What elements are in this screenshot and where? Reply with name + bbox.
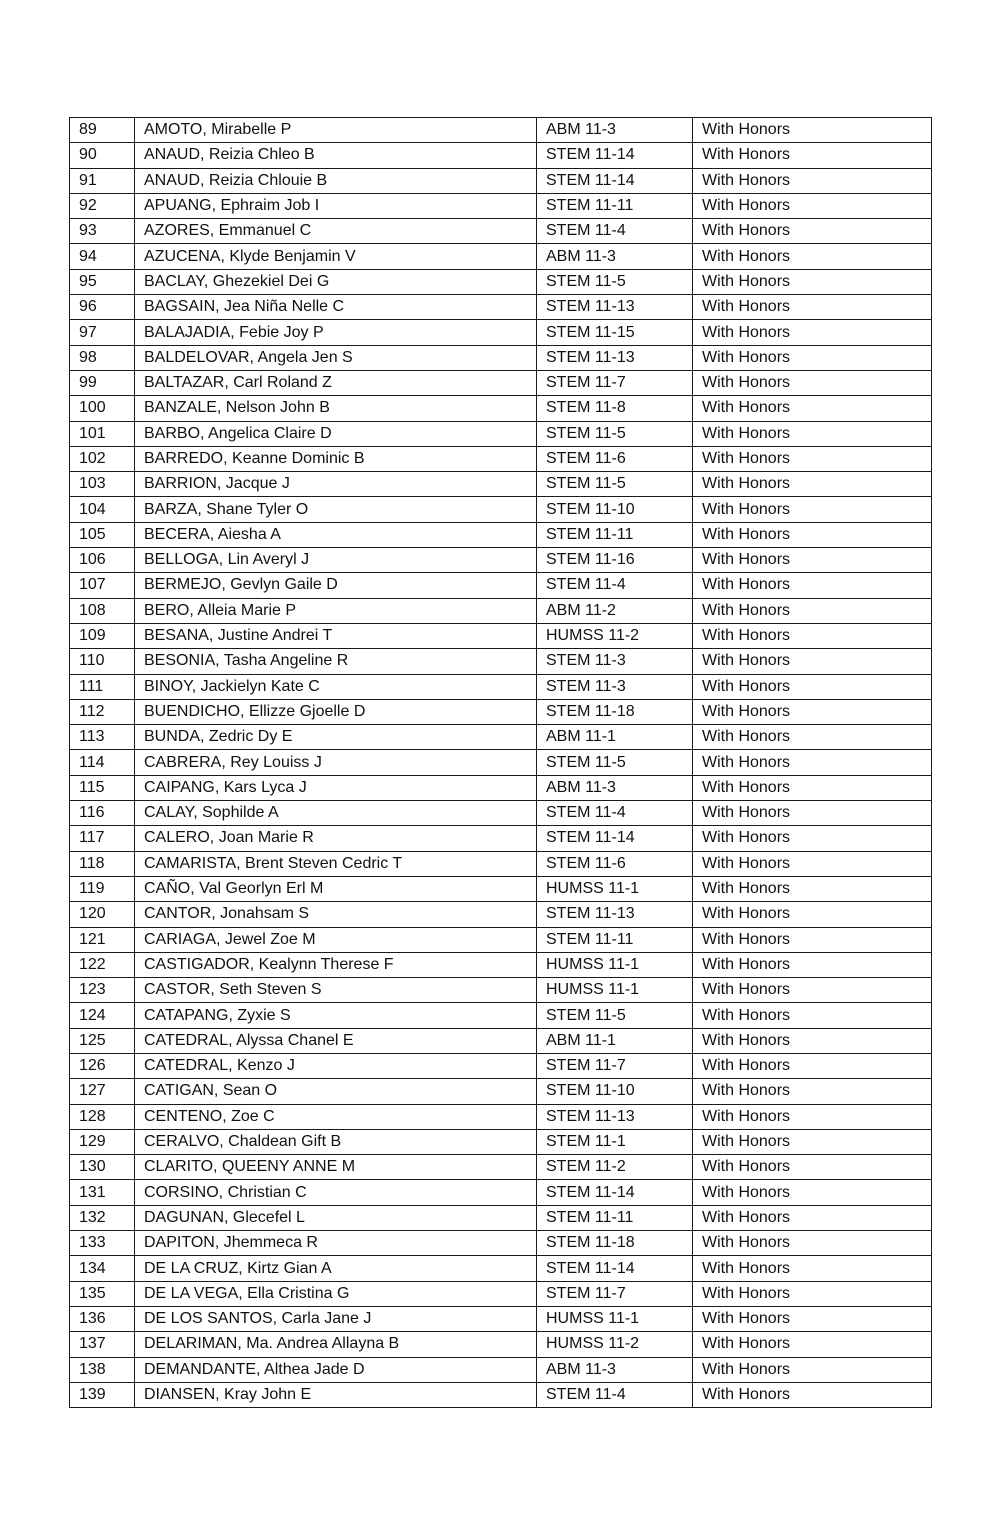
table-row bbox=[70, 1104, 932, 1129]
row-number-cell: 98 bbox=[70, 345, 135, 370]
section-cell: STEM 11-5 bbox=[537, 750, 693, 775]
section-cell: STEM 11-11 bbox=[537, 1205, 693, 1230]
row-number-cell: 94 bbox=[70, 244, 135, 269]
student-name-cell: DELARIMAN, Ma. Andrea Allayna B bbox=[135, 1332, 537, 1357]
table-row bbox=[70, 1306, 932, 1331]
award-cell: With Honors bbox=[693, 1231, 932, 1256]
section-cell: ABM 11-1 bbox=[537, 1028, 693, 1053]
student-name-cell: BELLOGA, Lin Averyl J bbox=[135, 548, 537, 573]
award-cell: With Honors bbox=[693, 396, 932, 421]
table-row bbox=[70, 269, 932, 294]
section-cell: STEM 11-14 bbox=[537, 1180, 693, 1205]
table-row bbox=[70, 522, 932, 547]
section-cell: STEM 11-15 bbox=[537, 320, 693, 345]
student-name-cell: CATIGAN, Sean O bbox=[135, 1079, 537, 1104]
table-row bbox=[70, 1180, 932, 1205]
section-cell: HUMSS 11-2 bbox=[537, 1332, 693, 1357]
award-cell: With Honors bbox=[693, 548, 932, 573]
award-cell: With Honors bbox=[693, 1003, 932, 1028]
section-cell: STEM 11-18 bbox=[537, 699, 693, 724]
row-number-cell: 134 bbox=[70, 1256, 135, 1281]
award-cell: With Honors bbox=[693, 1281, 932, 1306]
section-cell: ABM 11-3 bbox=[537, 775, 693, 800]
award-cell: With Honors bbox=[693, 674, 932, 699]
student-name-cell: DAGUNAN, Glecefel L bbox=[135, 1205, 537, 1230]
student-name-cell: CENTENO, Zoe C bbox=[135, 1104, 537, 1129]
award-cell: With Honors bbox=[693, 168, 932, 193]
section-cell: ABM 11-3 bbox=[537, 1357, 693, 1382]
table-row bbox=[70, 1003, 932, 1028]
award-cell: With Honors bbox=[693, 902, 932, 927]
row-number-cell: 90 bbox=[70, 143, 135, 168]
student-name-cell: CALAY, Sophilde A bbox=[135, 801, 537, 826]
row-number-cell: 122 bbox=[70, 952, 135, 977]
award-cell: With Honors bbox=[693, 472, 932, 497]
section-cell: STEM 11-4 bbox=[537, 1382, 693, 1407]
row-number-cell: 132 bbox=[70, 1205, 135, 1230]
award-cell: With Honors bbox=[693, 1357, 932, 1382]
row-number-cell: 97 bbox=[70, 320, 135, 345]
award-cell: With Honors bbox=[693, 725, 932, 750]
student-name-cell: CATEDRAL, Alyssa Chanel E bbox=[135, 1028, 537, 1053]
award-cell: With Honors bbox=[693, 1332, 932, 1357]
row-number-cell: 111 bbox=[70, 674, 135, 699]
table-row bbox=[70, 1028, 932, 1053]
award-cell: With Honors bbox=[693, 876, 932, 901]
table-row bbox=[70, 1357, 932, 1382]
table-row bbox=[70, 1382, 932, 1407]
student-name-cell: BARZA, Shane Tyler O bbox=[135, 497, 537, 522]
table-row bbox=[70, 345, 932, 370]
row-number-cell: 127 bbox=[70, 1079, 135, 1104]
table-row bbox=[70, 649, 932, 674]
award-cell: With Honors bbox=[693, 1129, 932, 1154]
student-name-cell: CALERO, Joan Marie R bbox=[135, 826, 537, 851]
table-row bbox=[70, 902, 932, 927]
row-number-cell: 108 bbox=[70, 598, 135, 623]
row-number-cell: 95 bbox=[70, 269, 135, 294]
award-cell: With Honors bbox=[693, 295, 932, 320]
table-row bbox=[70, 927, 932, 952]
section-cell: HUMSS 11-1 bbox=[537, 1306, 693, 1331]
row-number-cell: 96 bbox=[70, 295, 135, 320]
section-cell: HUMSS 11-1 bbox=[537, 978, 693, 1003]
section-cell: STEM 11-6 bbox=[537, 446, 693, 471]
section-cell: STEM 11-11 bbox=[537, 193, 693, 218]
section-cell: STEM 11-1 bbox=[537, 1129, 693, 1154]
row-number-cell: 133 bbox=[70, 1231, 135, 1256]
row-number-cell: 120 bbox=[70, 902, 135, 927]
section-cell: STEM 11-10 bbox=[537, 497, 693, 522]
row-number-cell: 93 bbox=[70, 219, 135, 244]
award-cell: With Honors bbox=[693, 1155, 932, 1180]
table-row bbox=[70, 244, 932, 269]
row-number-cell: 138 bbox=[70, 1357, 135, 1382]
table-row bbox=[70, 219, 932, 244]
award-cell: With Honors bbox=[693, 598, 932, 623]
table-row bbox=[70, 446, 932, 471]
section-cell: STEM 11-3 bbox=[537, 674, 693, 699]
award-cell: With Honors bbox=[693, 573, 932, 598]
table-row bbox=[70, 775, 932, 800]
table-row bbox=[70, 851, 932, 876]
student-name-cell: DAPITON, Jhemmeca R bbox=[135, 1231, 537, 1256]
section-cell: HUMSS 11-1 bbox=[537, 952, 693, 977]
table-row bbox=[70, 143, 932, 168]
table-row bbox=[70, 699, 932, 724]
student-name-cell: BARREDO, Keanne Dominic B bbox=[135, 446, 537, 471]
student-name-cell: AZORES, Emmanuel C bbox=[135, 219, 537, 244]
section-cell: STEM 11-4 bbox=[537, 573, 693, 598]
student-name-cell: BERO, Alleia Marie P bbox=[135, 598, 537, 623]
section-cell: ABM 11-1 bbox=[537, 725, 693, 750]
row-number-cell: 102 bbox=[70, 446, 135, 471]
table-row bbox=[70, 876, 932, 901]
table-row bbox=[70, 320, 932, 345]
award-cell: With Honors bbox=[693, 927, 932, 952]
row-number-cell: 100 bbox=[70, 396, 135, 421]
section-cell: STEM 11-16 bbox=[537, 548, 693, 573]
section-cell: STEM 11-6 bbox=[537, 851, 693, 876]
student-name-cell: CABRERA, Rey Louiss J bbox=[135, 750, 537, 775]
row-number-cell: 119 bbox=[70, 876, 135, 901]
student-name-cell: DE LOS SANTOS, Carla Jane J bbox=[135, 1306, 537, 1331]
award-cell: With Honors bbox=[693, 1306, 932, 1331]
student-name-cell: ANAUD, Reizia Chleo B bbox=[135, 143, 537, 168]
student-name-cell: BINOY, Jackielyn Kate C bbox=[135, 674, 537, 699]
section-cell: STEM 11-7 bbox=[537, 1053, 693, 1078]
table-row bbox=[70, 396, 932, 421]
table-row bbox=[70, 826, 932, 851]
section-cell: ABM 11-2 bbox=[537, 598, 693, 623]
row-number-cell: 110 bbox=[70, 649, 135, 674]
award-cell: With Honors bbox=[693, 1382, 932, 1407]
row-number-cell: 104 bbox=[70, 497, 135, 522]
student-name-cell: CERALVO, Chaldean Gift B bbox=[135, 1129, 537, 1154]
table-row bbox=[70, 472, 932, 497]
section-cell: STEM 11-5 bbox=[537, 472, 693, 497]
table-row bbox=[70, 548, 932, 573]
student-name-cell: BARBO, Angelica Claire D bbox=[135, 421, 537, 446]
student-name-cell: CASTIGADOR, Kealynn Therese F bbox=[135, 952, 537, 977]
honors-table-body bbox=[70, 118, 932, 1408]
award-cell: With Honors bbox=[693, 1028, 932, 1053]
table-row bbox=[70, 978, 932, 1003]
section-cell: STEM 11-11 bbox=[537, 522, 693, 547]
row-number-cell: 107 bbox=[70, 573, 135, 598]
section-cell: ABM 11-3 bbox=[537, 118, 693, 143]
section-cell: STEM 11-13 bbox=[537, 295, 693, 320]
table-row bbox=[70, 497, 932, 522]
section-cell: STEM 11-4 bbox=[537, 801, 693, 826]
student-name-cell: DIANSEN, Kray John E bbox=[135, 1382, 537, 1407]
award-cell: With Honors bbox=[693, 497, 932, 522]
student-name-cell: BECERA, Aiesha A bbox=[135, 522, 537, 547]
row-number-cell: 121 bbox=[70, 927, 135, 952]
section-cell: STEM 11-10 bbox=[537, 1079, 693, 1104]
row-number-cell: 114 bbox=[70, 750, 135, 775]
section-cell: STEM 11-3 bbox=[537, 649, 693, 674]
table-row bbox=[70, 1256, 932, 1281]
student-name-cell: BAGSAIN, Jea Niña Nelle C bbox=[135, 295, 537, 320]
row-number-cell: 99 bbox=[70, 370, 135, 395]
row-number-cell: 113 bbox=[70, 725, 135, 750]
student-name-cell: BANZALE, Nelson John B bbox=[135, 396, 537, 421]
student-name-cell: BARRION, Jacque J bbox=[135, 472, 537, 497]
student-name-cell: BESANA, Justine Andrei T bbox=[135, 623, 537, 648]
table-row bbox=[70, 725, 932, 750]
row-number-cell: 101 bbox=[70, 421, 135, 446]
section-cell: STEM 11-14 bbox=[537, 1256, 693, 1281]
student-name-cell: BERMEJO, Gevlyn Gaile D bbox=[135, 573, 537, 598]
section-cell: STEM 11-5 bbox=[537, 1003, 693, 1028]
section-cell: STEM 11-14 bbox=[537, 143, 693, 168]
award-cell: With Honors bbox=[693, 801, 932, 826]
table-row bbox=[70, 295, 932, 320]
section-cell: STEM 11-5 bbox=[537, 269, 693, 294]
student-name-cell: CATEDRAL, Kenzo J bbox=[135, 1053, 537, 1078]
award-cell: With Honors bbox=[693, 1205, 932, 1230]
row-number-cell: 112 bbox=[70, 699, 135, 724]
student-name-cell: APUANG, Ephraim Job I bbox=[135, 193, 537, 218]
student-name-cell: CAMARISTA, Brent Steven Cedric T bbox=[135, 851, 537, 876]
student-name-cell: CAÑO, Val Georlyn Erl M bbox=[135, 876, 537, 901]
row-number-cell: 131 bbox=[70, 1180, 135, 1205]
award-cell: With Honors bbox=[693, 370, 932, 395]
section-cell: STEM 11-5 bbox=[537, 421, 693, 446]
section-cell: STEM 11-13 bbox=[537, 345, 693, 370]
row-number-cell: 117 bbox=[70, 826, 135, 851]
award-cell: With Honors bbox=[693, 446, 932, 471]
section-cell: STEM 11-13 bbox=[537, 1104, 693, 1129]
honors-table bbox=[69, 117, 932, 1408]
section-cell: HUMSS 11-1 bbox=[537, 876, 693, 901]
award-cell: With Honors bbox=[693, 1053, 932, 1078]
section-cell: STEM 11-18 bbox=[537, 1231, 693, 1256]
student-name-cell: CORSINO, Christian C bbox=[135, 1180, 537, 1205]
row-number-cell: 124 bbox=[70, 1003, 135, 1028]
row-number-cell: 116 bbox=[70, 801, 135, 826]
award-cell: With Honors bbox=[693, 244, 932, 269]
table-row bbox=[70, 801, 932, 826]
table-row bbox=[70, 1205, 932, 1230]
student-name-cell: BALDELOVAR, Angela Jen S bbox=[135, 345, 537, 370]
row-number-cell: 115 bbox=[70, 775, 135, 800]
student-name-cell: BACLAY, Ghezekiel Dei G bbox=[135, 269, 537, 294]
row-number-cell: 135 bbox=[70, 1281, 135, 1306]
award-cell: With Honors bbox=[693, 421, 932, 446]
section-cell: STEM 11-7 bbox=[537, 1281, 693, 1306]
award-cell: With Honors bbox=[693, 1256, 932, 1281]
student-name-cell: CLARITO, QUEENY ANNE M bbox=[135, 1155, 537, 1180]
table-row bbox=[70, 168, 932, 193]
student-name-cell: BUNDA, Zedric Dy E bbox=[135, 725, 537, 750]
table-row bbox=[70, 573, 932, 598]
award-cell: With Honors bbox=[693, 851, 932, 876]
section-cell: ABM 11-3 bbox=[537, 244, 693, 269]
table-row bbox=[70, 750, 932, 775]
table-row bbox=[70, 1231, 932, 1256]
student-name-cell: CANTOR, Jonahsam S bbox=[135, 902, 537, 927]
award-cell: With Honors bbox=[693, 775, 932, 800]
row-number-cell: 139 bbox=[70, 1382, 135, 1407]
row-number-cell: 106 bbox=[70, 548, 135, 573]
award-cell: With Honors bbox=[693, 1104, 932, 1129]
award-cell: With Honors bbox=[693, 320, 932, 345]
row-number-cell: 105 bbox=[70, 522, 135, 547]
student-name-cell: BALTAZAR, Carl Roland Z bbox=[135, 370, 537, 395]
row-number-cell: 130 bbox=[70, 1155, 135, 1180]
row-number-cell: 129 bbox=[70, 1129, 135, 1154]
student-name-cell: DE LA VEGA, Ella Cristina G bbox=[135, 1281, 537, 1306]
award-cell: With Honors bbox=[693, 826, 932, 851]
row-number-cell: 89 bbox=[70, 118, 135, 143]
table-row bbox=[70, 1332, 932, 1357]
student-name-cell: CARIAGA, Jewel Zoe M bbox=[135, 927, 537, 952]
award-cell: With Honors bbox=[693, 219, 932, 244]
section-cell: STEM 11-14 bbox=[537, 826, 693, 851]
section-cell: STEM 11-4 bbox=[537, 219, 693, 244]
section-cell: STEM 11-2 bbox=[537, 1155, 693, 1180]
section-cell: STEM 11-7 bbox=[537, 370, 693, 395]
table-row bbox=[70, 623, 932, 648]
table-row bbox=[70, 1053, 932, 1078]
row-number-cell: 123 bbox=[70, 978, 135, 1003]
row-number-cell: 91 bbox=[70, 168, 135, 193]
row-number-cell: 109 bbox=[70, 623, 135, 648]
student-name-cell: CASTOR, Seth Steven S bbox=[135, 978, 537, 1003]
row-number-cell: 136 bbox=[70, 1306, 135, 1331]
student-name-cell: BALAJADIA, Febie Joy P bbox=[135, 320, 537, 345]
row-number-cell: 137 bbox=[70, 1332, 135, 1357]
student-name-cell: BUENDICHO, Ellizze Gjoelle D bbox=[135, 699, 537, 724]
table-row bbox=[70, 1155, 932, 1180]
row-number-cell: 92 bbox=[70, 193, 135, 218]
student-name-cell: AMOTO, Mirabelle P bbox=[135, 118, 537, 143]
section-cell: STEM 11-8 bbox=[537, 396, 693, 421]
row-number-cell: 118 bbox=[70, 851, 135, 876]
student-name-cell: ANAUD, Reizia Chlouie B bbox=[135, 168, 537, 193]
table-row bbox=[70, 193, 932, 218]
row-number-cell: 126 bbox=[70, 1053, 135, 1078]
award-cell: With Honors bbox=[693, 1180, 932, 1205]
award-cell: With Honors bbox=[693, 345, 932, 370]
award-cell: With Honors bbox=[693, 1079, 932, 1104]
table-row bbox=[70, 370, 932, 395]
award-cell: With Honors bbox=[693, 269, 932, 294]
table-row bbox=[70, 1281, 932, 1306]
row-number-cell: 103 bbox=[70, 472, 135, 497]
student-name-cell: AZUCENA, Klyde Benjamin V bbox=[135, 244, 537, 269]
award-cell: With Honors bbox=[693, 952, 932, 977]
student-name-cell: CAIPANG, Kars Lyca J bbox=[135, 775, 537, 800]
award-cell: With Honors bbox=[693, 522, 932, 547]
award-cell: With Honors bbox=[693, 978, 932, 1003]
section-cell: STEM 11-13 bbox=[537, 902, 693, 927]
student-name-cell: BESONIA, Tasha Angeline R bbox=[135, 649, 537, 674]
award-cell: With Honors bbox=[693, 623, 932, 648]
award-cell: With Honors bbox=[693, 649, 932, 674]
table-row bbox=[70, 1079, 932, 1104]
student-name-cell: CATAPANG, Zyxie S bbox=[135, 1003, 537, 1028]
award-cell: With Honors bbox=[693, 118, 932, 143]
award-cell: With Honors bbox=[693, 750, 932, 775]
row-number-cell: 128 bbox=[70, 1104, 135, 1129]
table-row bbox=[70, 1129, 932, 1154]
table-row bbox=[70, 674, 932, 699]
award-cell: With Honors bbox=[693, 143, 932, 168]
award-cell: With Honors bbox=[693, 193, 932, 218]
section-cell: STEM 11-14 bbox=[537, 168, 693, 193]
section-cell: STEM 11-11 bbox=[537, 927, 693, 952]
row-number-cell: 125 bbox=[70, 1028, 135, 1053]
student-name-cell: DE LA CRUZ, Kirtz Gian A bbox=[135, 1256, 537, 1281]
award-cell: With Honors bbox=[693, 699, 932, 724]
table-row bbox=[70, 952, 932, 977]
table-row bbox=[70, 421, 932, 446]
section-cell: HUMSS 11-2 bbox=[537, 623, 693, 648]
table-row bbox=[70, 598, 932, 623]
table-row bbox=[70, 118, 932, 143]
student-name-cell: DEMANDANTE, Althea Jade D bbox=[135, 1357, 537, 1382]
